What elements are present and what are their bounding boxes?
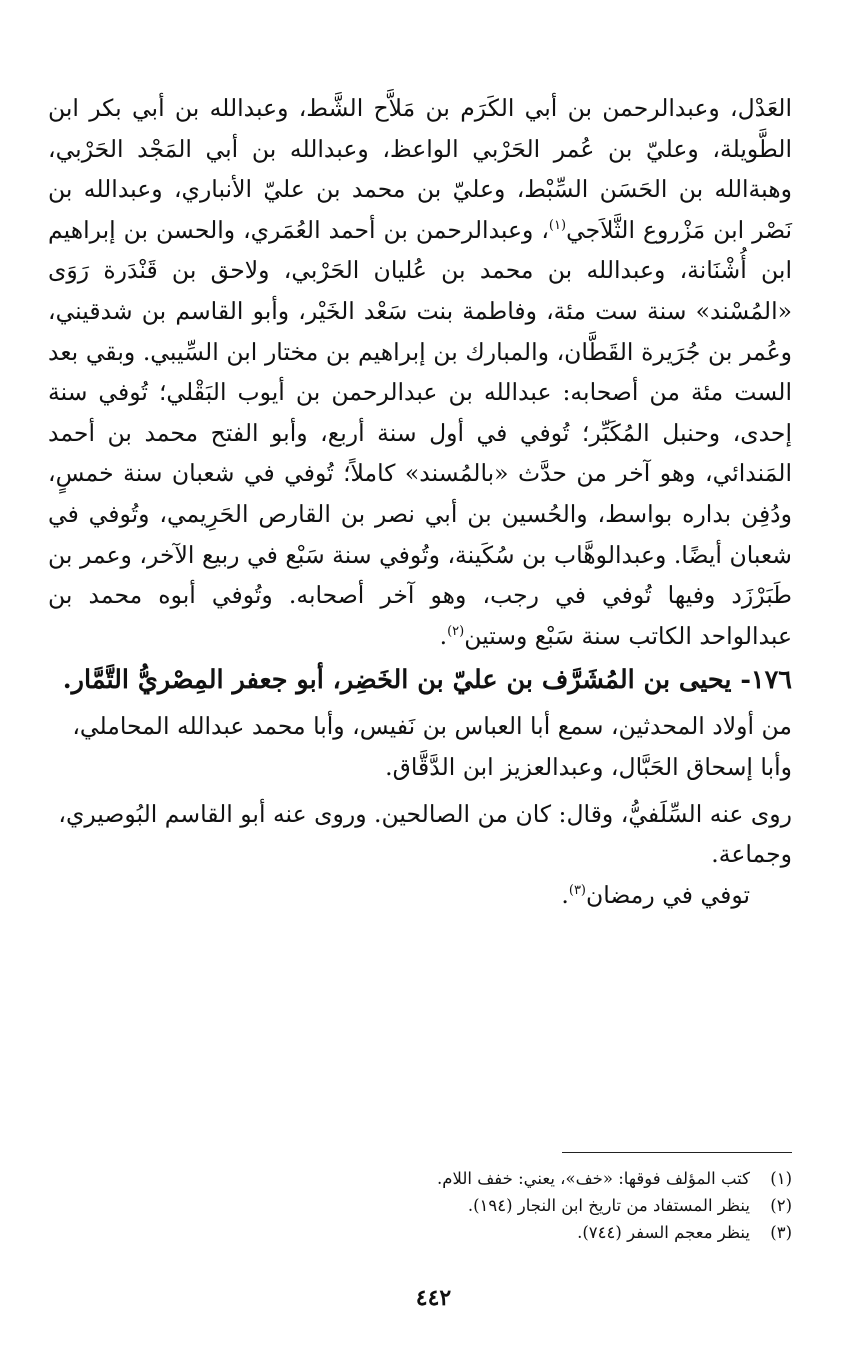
body-paragraph — [48, 88, 792, 656]
entry-body — [48, 706, 792, 915]
page-body — [48, 88, 792, 915]
death-note: توفي في رمضان — [586, 880, 750, 909]
body-text-part-2: ، وعبدالرحمن بن أحمد العُمَري، والحسن بن إبراهيم ابن أُشْنَانة، وعبدالله بن محمد بن عُليان الحَرْبي، ولاحق بن قَنْدَرة رَوَى «المُسْند» سنة ست مئة، وفاطمة بنت سَعْد الخَيْر، وأبو القاسم بن شدقيني، وعُمر بن جُرَيرة القَطَّان، والمبارك بن إبراهيم بن مختار ابن السِّيبي. وبقي بعد الست مئة من أصحابه: عبدالله بن عبدالرحمن بن أيوب البَقْلي؛ تُوفي سنة إحدى، وحنبل المُكَبِّر؛ تُوفي في أول سنة أربع، وأبو الفتح محمد بن أحمد المَندائي، وهو آخر من حدَّث «بالمُسند» كاملاً؛ تُوفي في شعبان سنة خمسٍ، ودُفِن بداره بواسط، والحُسين بن أبي نصر بن القارص الحَرِيمي، وتُوفي في شعبان أيضًا. وعبدالوهَّاب بن سُكَينة، وتُوفي سنة سَبْع في ربيع الآخر، وعمر بن طَبَرْزَد وفيها تُوفي في رجب، وهو آخر أصحابه. وتُوفي أبوه محمد بن عبدالواحد الكاتب سنة سَبْع وستين — [48, 215, 792, 650]
entry-paragraph-1: من أولاد المحدثين، سمع أبا العباس بن نَفيس، وأبا محمد عبدالله المحاملي، وأبا إسحاق الحَبَّال، وعبدالعزيز ابن الدَّقَّاق. — [72, 712, 792, 781]
footnote-ref-1[interactable]: (١) — [548, 217, 567, 233]
footnote-ref-3[interactable]: (٣) — [568, 882, 586, 898]
body-text-part-1: العَدْل، وعبدالرحمن بن أبي الكَرَم بن مَلاَّح الشَّط، وعبدالله بن أبي بكر ابن الطَّويلة، وعليّ بن عُمر الحَرْبي الواعظ، وعبدالله بن أبي المَجْد الحَرْبي، وهبةالله بن الحَسَن السِّبْط، وعليّ بن محمد بن عليّ الأنباري، وعبدالله بن نَصْر ابن مَزْروع الثَّلاَجي — [48, 94, 792, 244]
footnote-2 — [48, 1192, 792, 1219]
footnote-number: (١) — [770, 1169, 792, 1188]
entry-paragraph-2: روى عنه السِّلَفيُّ، وقال: كان من الصالحين. وروى عنه أبو القاسم البُوصيري، وجماعة. — [58, 799, 792, 869]
footnote-text: ينظر المستفاد من تاريخ ابن النجار (١٩٤). — [467, 1196, 750, 1215]
footnote-text: كتب المؤلف فوقها: «خف»، يعني: خفف اللام. — [437, 1169, 750, 1188]
footnotes — [48, 1165, 792, 1246]
footnote-ref-2[interactable]: (٢) — [447, 623, 465, 639]
biography-continuation — [48, 88, 792, 656]
footnote-1 — [48, 1165, 792, 1192]
entry-heading: ١٧٦- يحيى بن المُشَرَّف بن عليّ بن الخَضِر، أبو جعفر المِصْريُّ التَّمَّار. — [62, 665, 792, 696]
footnote-number: (٣) — [770, 1223, 792, 1242]
footnote-number: (٢) — [770, 1196, 792, 1215]
footnote-3 — [48, 1219, 792, 1246]
body-text-end: . — [439, 621, 448, 650]
footnote-divider — [562, 1152, 792, 1153]
death-note-end: . — [561, 880, 569, 909]
entry-paragraph-3 — [48, 875, 792, 916]
page-number: ٤٤٢ — [415, 1285, 452, 1311]
footnote-text: ينظر معجم السفر (٧٤٤). — [577, 1223, 750, 1242]
